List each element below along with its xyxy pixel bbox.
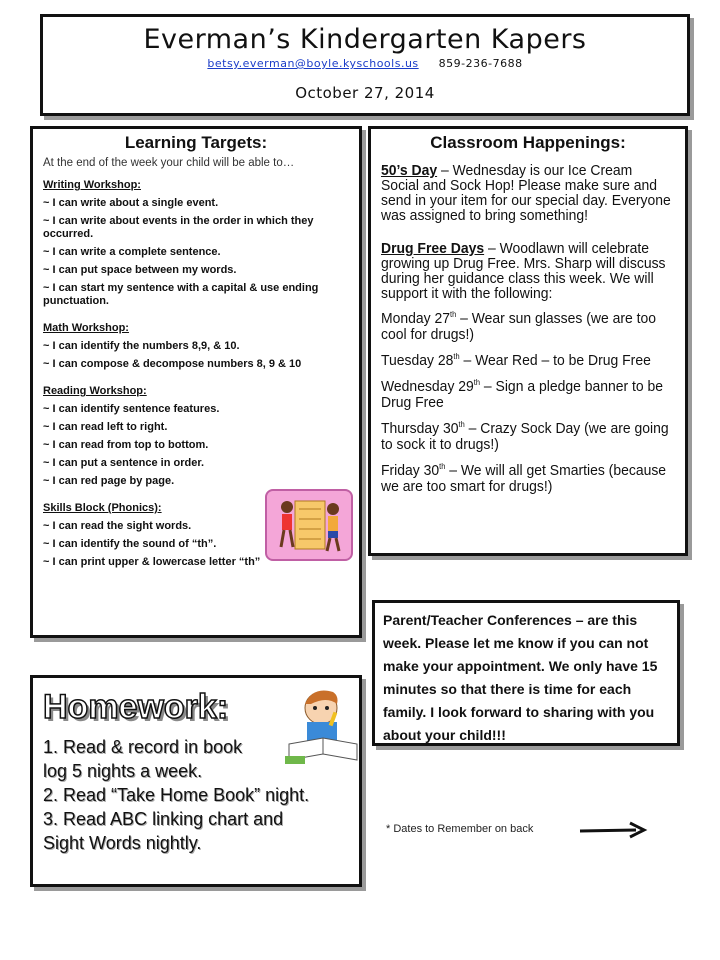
homework-line: Sight Words nightly. [43,833,202,853]
target-item: ~ I can write about events in the order in which they occurred. [43,215,314,240]
day-suffix: th [439,462,446,471]
target-item: ~ I can write about a single event. [43,197,219,209]
teacher-email-link[interactable]: betsy.everman@boyle.kyschools.us [207,57,419,70]
target-item: ~ I can identify the sound of “th”. [43,538,217,550]
target-item: ~ I can identify sentence features. [43,403,220,415]
day-label: Monday 27 [381,310,451,327]
day-item-monday [381,307,674,343]
day-text: – Crazy Sock Day (we are going to sock it to drugs!) [381,420,669,453]
math-workshop-section [43,322,349,371]
learning-targets-panel [30,126,362,638]
day-text: – Wear sun glasses (we are too cool for drugs!) [381,310,657,343]
target-item: ~ I can read from top to bottom. [43,439,209,451]
fifties-day-paragraph [381,163,674,223]
happenings-title: Classroom Happenings: [430,133,626,152]
section-title: Math Workshop: [43,322,129,334]
homework-panel [30,675,362,887]
homework-title: Homework: [43,688,229,726]
teacher-phone: 859-236-7688 [438,57,523,70]
day-label: Tuesday 28 [381,352,454,369]
fifties-day-heading: 50’s Day [381,162,438,179]
target-item: ~ I can compose & decompose numbers 8, 9 & 10 [43,358,302,370]
day-label: Wednesday 29 [381,378,474,395]
day-item-wednesday [381,375,674,411]
day-text: – We will all get Smarties (because we are too smart for drugs!) [381,462,667,495]
target-item: ~ I can identify the numbers 8,9, & 10. [43,340,240,352]
day-item-tuesday [381,349,674,369]
day-label: Thursday 30 [381,420,459,437]
day-text: – Sign a pledge banner to be Drug Free [381,378,664,411]
section-title: Reading Workshop: [43,385,147,397]
homework-line: log 5 nights a week. [43,761,203,781]
conferences-text: Parent/Teacher Conferences – are this week. Please let me know if you can not make your appointment. We only have 15 minutes so that there is time for each family. I look forward to sharing with you about your child!!! [383,612,658,743]
arrow-right-icon [578,820,648,840]
target-item: ~ I can red page by page. [43,475,175,487]
target-item: ~ I can start my sentence with a capital & use ending punctuation. [43,282,319,307]
day-suffix: th [453,352,460,361]
writing-workshop-section [43,179,349,308]
day-item-thursday [381,417,674,453]
homework-line: 2. Read “Take Home Book” night. [43,785,310,805]
homework-line: 1. Read & record in book [43,737,243,757]
day-item-friday [381,459,674,495]
contact-line [43,57,687,70]
target-item: ~ I can write a complete sentence. [43,246,221,258]
section-title: Skills Block (Phonics): [43,502,162,514]
newsletter-header [40,14,690,116]
drug-free-heading: Drug Free Days [381,240,485,257]
conferences-notice [372,600,680,746]
learning-intro: At the end of the week your child will be able to… [43,157,295,169]
target-item: ~ I can put a sentence in order. [43,457,205,469]
classroom-happenings-panel [368,126,688,556]
reading-workshop-section [43,385,349,488]
children-clipart-image [265,489,353,561]
day-suffix: th [458,420,465,429]
fifties-day-text: – Wednesday is our Ice Cream Social and Sock Hop! Please make sure and send in your item for our special day. Everyone was assigned to bring something! [381,162,671,224]
target-item: ~ I can read the sight words. [43,520,192,532]
day-label: Friday 30 [381,462,440,479]
drug-free-paragraph [381,241,674,301]
day-suffix: th [450,310,457,319]
newsletter-date: October 27, 2014 [295,84,435,102]
target-item: ~ I can read left to right. [43,421,168,433]
day-text: – Wear Red – to be Drug Free [459,352,651,369]
drug-free-text: – Woodlawn will celebrate growing up Drug Free. Mrs. Sharp will discuss during her guidance class this week. We will support it with the following: [381,240,666,302]
target-item: ~ I can print upper & lowercase letter “th” [43,556,261,568]
day-suffix: th [473,378,481,387]
newsletter-title: Everman’s Kindergarten Kapers [143,24,587,55]
learning-targets-title: Learning Targets: [124,133,268,152]
target-item: ~ I can put space between my words. [43,264,237,276]
dates-to-remember-note: * Dates to Remember on back [386,823,534,835]
boy-reading-clipart-image [283,682,363,766]
section-title: Writing Workshop: [43,179,141,191]
homework-line: 3. Read ABC linking chart and [43,809,284,829]
